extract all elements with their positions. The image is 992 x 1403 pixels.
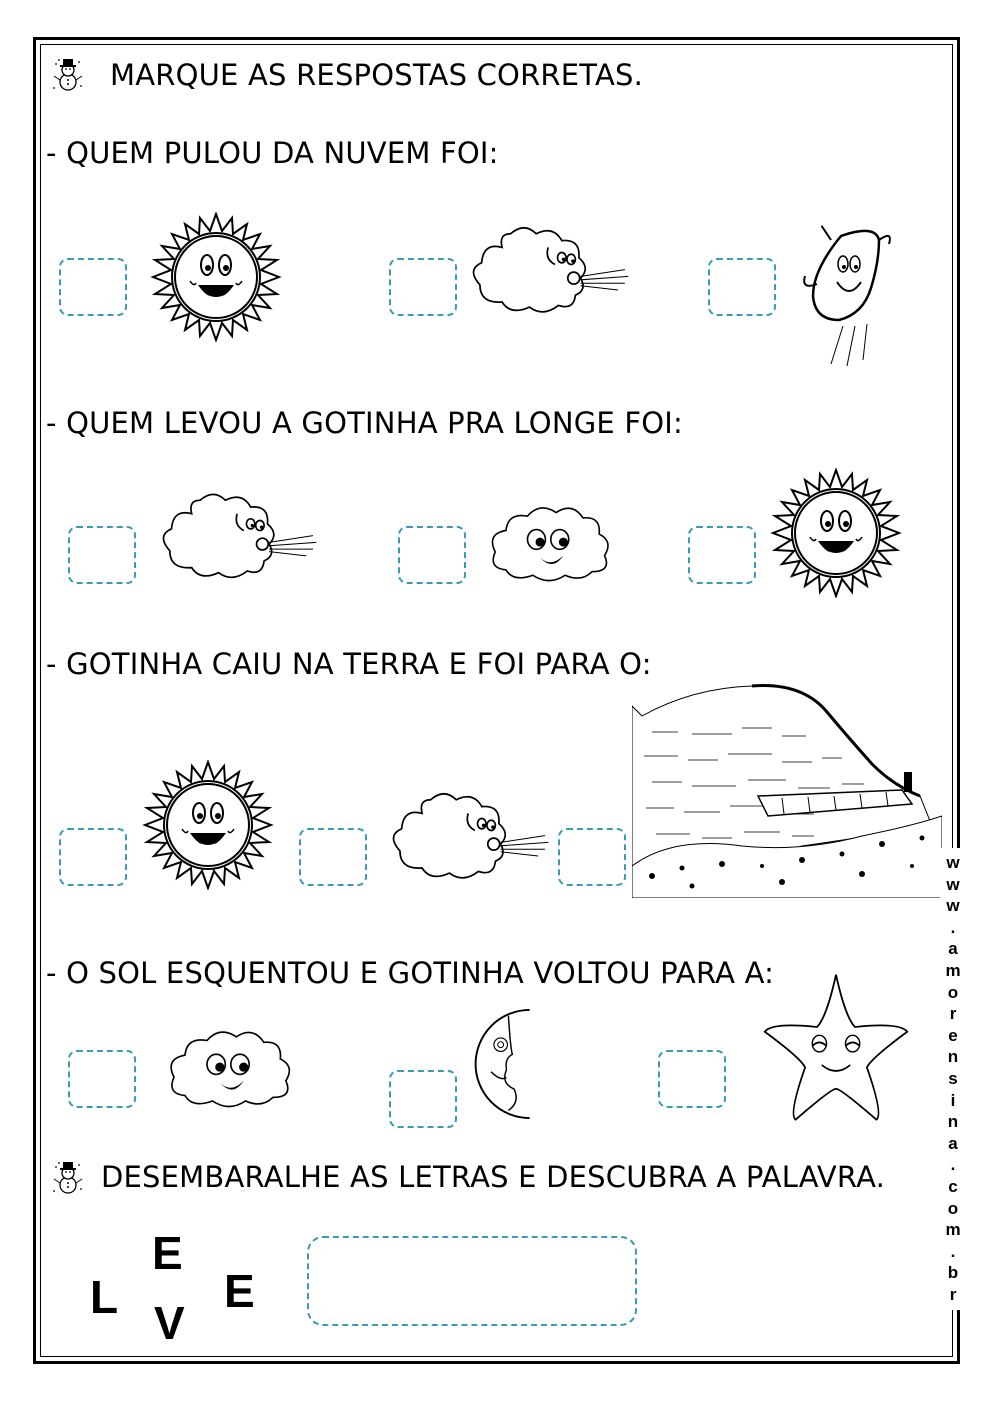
website-char: r: [949, 1004, 957, 1024]
website-char: .: [950, 1155, 956, 1175]
q1-option-3-checkbox[interactable]: [708, 258, 776, 316]
website-char: n: [947, 1047, 959, 1067]
wind-cloud-icon: [158, 484, 318, 594]
word-answer-box[interactable]: [307, 1236, 637, 1326]
scrambled-letter: E: [152, 1227, 183, 1279]
cloud-icon: [482, 500, 616, 586]
wind-cloud-icon: [388, 784, 550, 894]
snowman-icon: [48, 56, 88, 96]
moon-icon: [464, 1008, 576, 1120]
q2-option-3-checkbox[interactable]: [688, 526, 756, 584]
snowman-icon: [48, 1159, 88, 1199]
website-char: c: [948, 1176, 958, 1196]
website-char: a: [948, 939, 958, 959]
q3-option-3-checkbox[interactable]: [558, 828, 626, 886]
website-vertical-text: [941, 852, 965, 1305]
website-char: s: [948, 1068, 958, 1088]
website-char: o: [947, 982, 959, 1002]
website-char: w: [946, 896, 960, 916]
question-3-text: - GOTINHA CAIU NA TERRA E FOI PARA O:: [46, 647, 652, 681]
website-char: a: [948, 1133, 958, 1153]
website-char: o: [947, 1198, 959, 1218]
sun-icon: [140, 760, 276, 890]
website-char: w: [946, 853, 960, 872]
q3-option-1-checkbox[interactable]: [59, 828, 127, 886]
cloud-icon: [160, 1024, 298, 1112]
q4-option-1-checkbox[interactable]: [68, 1050, 136, 1108]
section2-title: DESEMBARALHE AS LETRAS E DESCUBRA A PALAVRA.: [101, 1160, 886, 1194]
q2-option-1-checkbox[interactable]: [68, 526, 136, 584]
website-char: i: [950, 1090, 956, 1110]
q4-option-2-checkbox[interactable]: [389, 1070, 457, 1128]
sun-icon: [148, 212, 284, 342]
website-char: m: [945, 960, 961, 980]
website-char: m: [945, 1220, 961, 1240]
lake-scene-icon: [632, 676, 942, 898]
sun-icon: [768, 468, 904, 598]
wind-cloud-icon: [468, 218, 630, 328]
website-char: e: [948, 1025, 958, 1045]
question-2-text: - QUEM LEVOU A GOTINHA PRA LONGE FOI:: [46, 406, 683, 440]
q2-option-2-checkbox[interactable]: [398, 526, 466, 584]
page-title: MARQUE AS RESPOSTAS CORRETAS.: [110, 58, 644, 92]
q1-option-2-checkbox[interactable]: [389, 258, 457, 316]
question-4-text: - O SOL ESQUENTOU E GOTINHA VOLTOU PARA A:: [46, 956, 775, 990]
website-char: b: [947, 1263, 959, 1283]
q1-option-1-checkbox[interactable]: [59, 258, 127, 316]
website-char: w: [946, 874, 960, 894]
website-char: .: [950, 917, 956, 937]
q4-option-3-checkbox[interactable]: [658, 1050, 726, 1108]
star-icon: [756, 970, 916, 1122]
scrambled-letter: V: [154, 1297, 185, 1349]
raindrop-icon: [790, 220, 900, 370]
scrambled-letter: L: [90, 1271, 119, 1323]
scrambled-letter: E: [224, 1265, 255, 1317]
q3-option-2-checkbox[interactable]: [299, 828, 367, 886]
website-char: .: [950, 1241, 956, 1261]
website-char: n: [947, 1112, 959, 1132]
website-char: r: [949, 1284, 957, 1304]
question-1-text: - QUEM PULOU DA NUVEM FOI:: [46, 136, 499, 170]
